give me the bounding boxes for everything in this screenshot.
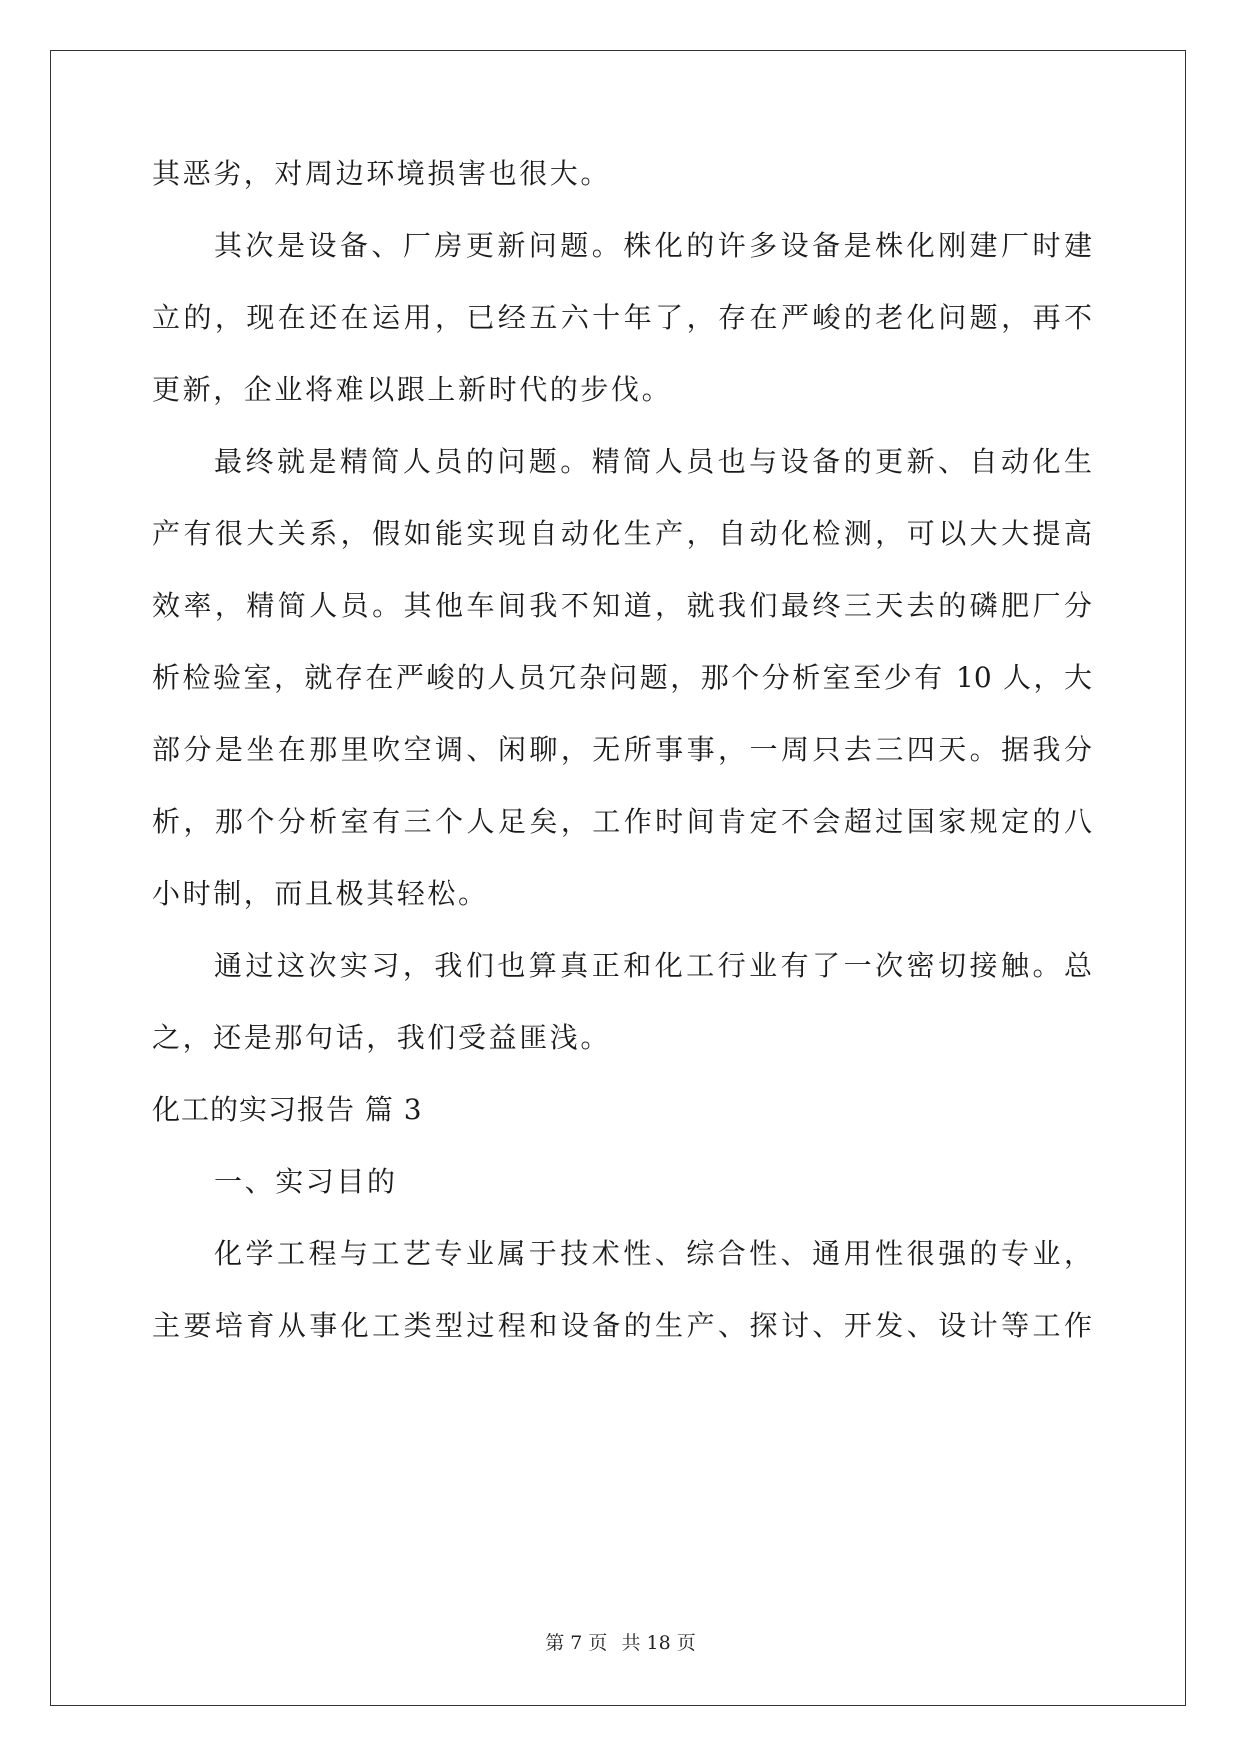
text-line: 部分是坐在那里吹空调、闲聊，无所事事，一周只去三四天。据我分 <box>152 733 1092 766</box>
text-line: 产有很大关系，假如能实现自动化生产，自动化检测，可以大大提高 <box>152 517 1092 550</box>
subsection-heading: 一、实习目的 <box>214 1165 398 1198</box>
page-footer <box>0 1628 1241 1655</box>
paragraph-first-line: 最终就是精简人员的问题。精简人员也与设备的更新、自动化生 <box>214 445 1092 478</box>
text-line: 更新，企业将难以跟上新时代的步伐。 <box>152 373 673 406</box>
page-number: 第 7 页 <box>545 1632 608 1654</box>
text-line: 析检验室，就存在严峻的人员冗杂问题，那个分析室至少有 10 人，大 <box>152 661 1092 694</box>
text-line: 其恶劣，对周边环境损害也很大。 <box>152 157 612 190</box>
paragraph-first-line: 化学工程与工艺专业属于技术性、综合性、通用性很强的专业， <box>214 1237 1092 1270</box>
text-line: 立的，现在还在运用，已经五六十年了，存在严峻的老化问题，再不 <box>152 301 1092 334</box>
text-line: 主要培育从事化工类型过程和设备的生产、探讨、开发、设计等工作 <box>152 1309 1092 1342</box>
text-line: 小时制，而且极其轻松。 <box>152 877 489 910</box>
section-heading: 化工的实习报告 篇 3 <box>152 1093 423 1126</box>
text-line: 析，那个分析室有三个人足矣，工作时间肯定不会超过国家规定的八 <box>152 805 1092 838</box>
text-line: 之，还是那句话，我们受益匪浅。 <box>152 1021 612 1054</box>
page-total: 共 18 页 <box>621 1632 696 1654</box>
text-line: 效率，精简人员。其他车间我不知道，就我们最终三天去的磷肥厂分 <box>152 589 1092 622</box>
paragraph-first-line: 通过这次实习，我们也算真正和化工行业有了一次密切接触。总 <box>214 949 1092 982</box>
paragraph-first-line: 其次是设备、厂房更新问题。株化的许多设备是株化刚建厂时建 <box>214 229 1092 262</box>
